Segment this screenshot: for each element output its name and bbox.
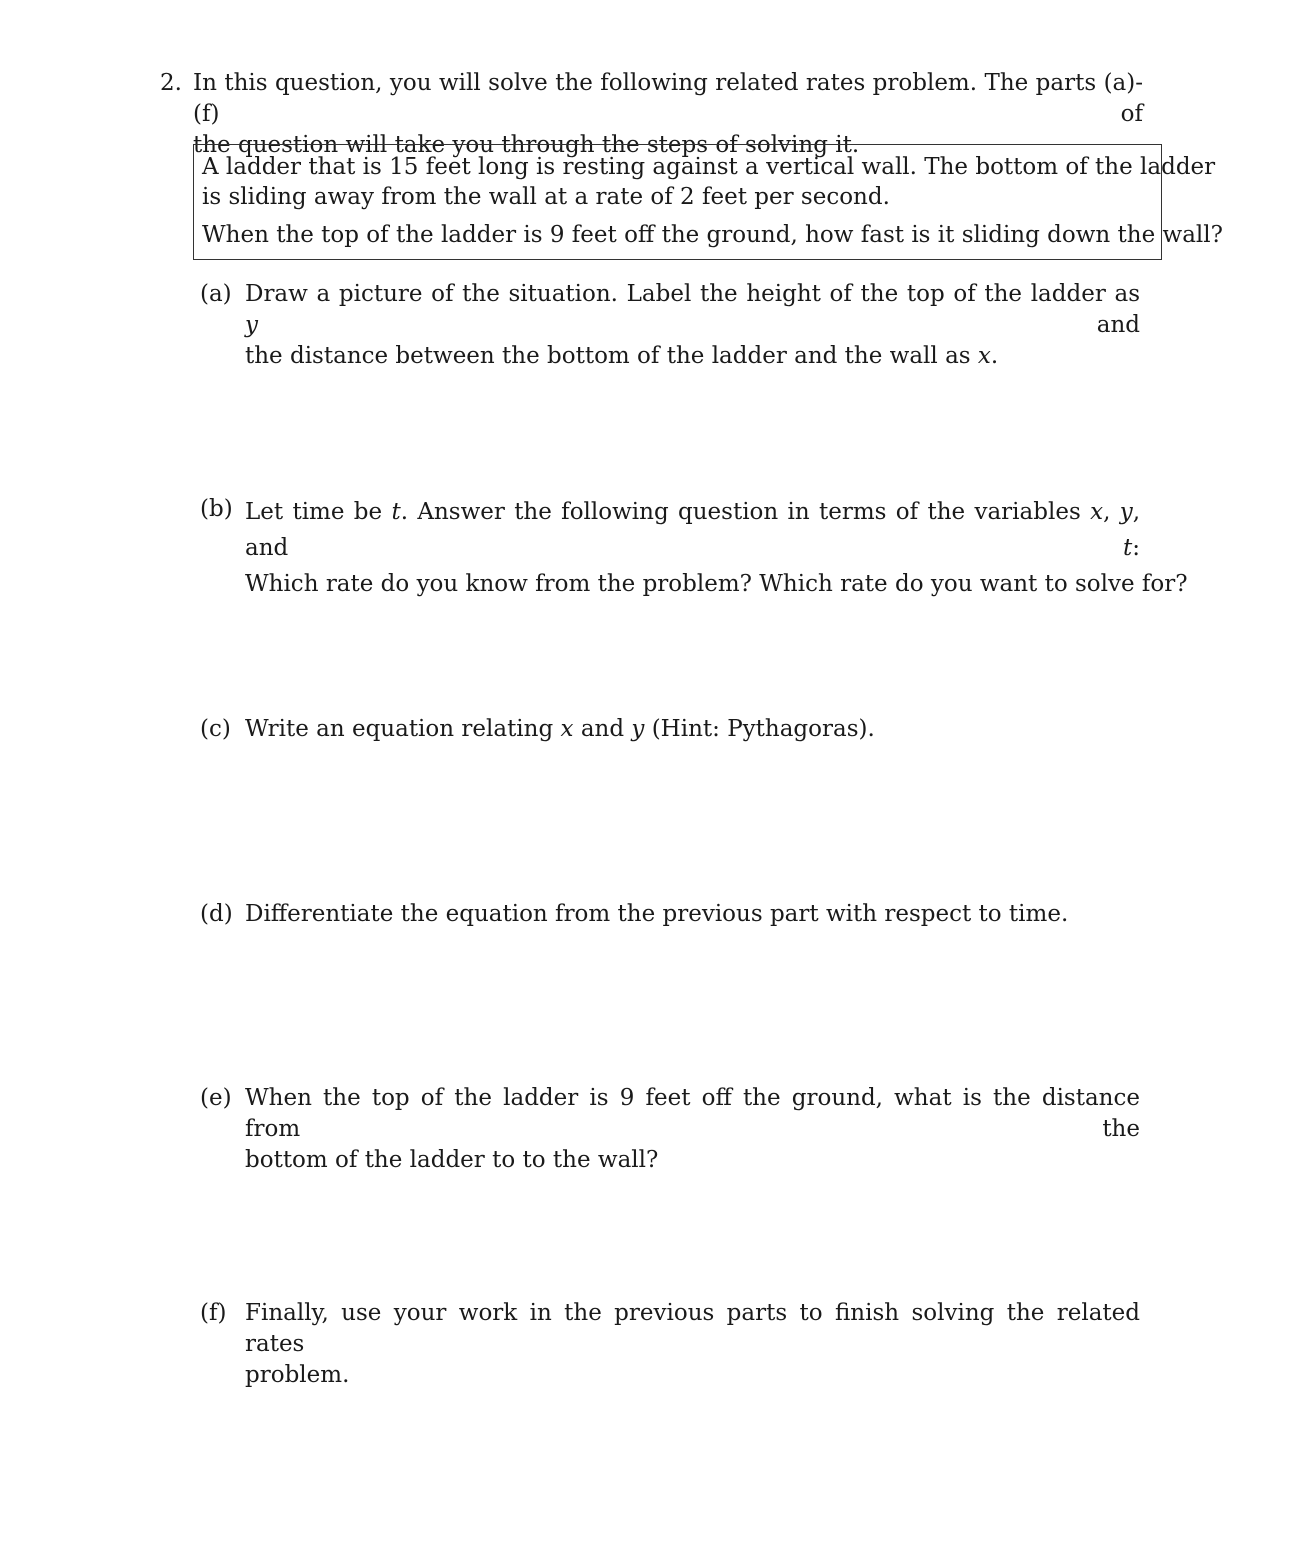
- part-a-line-1: [245, 279, 1140, 341]
- part-a-line-2-post: .: [990, 343, 999, 369]
- part-c-pre: Write an equation relating: [245, 716, 554, 742]
- part-c-label: (c): [200, 716, 231, 742]
- part-f-label: (f): [200, 1300, 227, 1326]
- part-e-line-2: bottom of the ladder to to the wall?: [245, 1147, 659, 1173]
- part-f-line-2: problem.: [245, 1362, 350, 1388]
- problem-box: [193, 144, 1223, 260]
- part-a-line-2: [245, 341, 1140, 372]
- part-d-text: [245, 899, 1140, 930]
- part-f-line-1: Finally, use your work in the previous parts to finish solving the related rates: [245, 1300, 1140, 1357]
- question-intro-line-2: the question will take you through the steps of solving it.: [193, 132, 860, 158]
- part-d-label: (d): [200, 901, 233, 927]
- part-d-line-1: Differentiate the equation from the previous part with respect to time.: [245, 901, 1069, 927]
- part-e-line-1: When the top of the ladder is 9 feet off the ground, what is the distance from the: [245, 1085, 1140, 1142]
- part-a-line-1-post: and: [1096, 312, 1140, 338]
- part-e-label: (e): [200, 1085, 232, 1111]
- part-c-post: (Hint: Pythagoras).: [651, 716, 875, 742]
- part-c-line-1: [245, 714, 1140, 745]
- part-b-text: [245, 494, 1188, 602]
- part-e-text: [245, 1083, 1140, 1176]
- part-b-sep-2: , and: [245, 499, 1141, 561]
- part-b-line-1: [245, 494, 1140, 566]
- part-b-label: (b): [200, 496, 233, 522]
- variable-t: t: [391, 499, 401, 525]
- part-b-line-2: Which rate do you know from the problem? Which rate do you want to solve for?: [245, 571, 1188, 597]
- part-a-text: [245, 279, 1140, 372]
- part-b-line-1-c: :: [1132, 535, 1140, 561]
- part-f-text: [245, 1298, 1140, 1391]
- variable-y: y: [245, 312, 258, 338]
- part-a-line-2-pre: the distance between the bottom of the ladder and the wall as: [245, 343, 971, 369]
- variable-x: x: [560, 716, 574, 742]
- problem-line-3: When the top of the ladder is 9 feet off the ground, how fast is it sliding down the wall?: [202, 222, 1223, 248]
- question-number: 2.: [160, 70, 182, 96]
- variable-t-2: t: [1123, 535, 1133, 561]
- part-c-text: [245, 714, 1140, 745]
- part-c-mid: and: [580, 716, 625, 742]
- part-a-line-1-pre: Draw a picture of the situation. Label the height of the top of the ladder as: [245, 281, 1140, 307]
- question-intro-line-1: In this question, you will solve the following related rates problem. The parts (a)-(f) of: [193, 70, 1143, 127]
- variable-y: y: [1119, 499, 1133, 525]
- problem-line-2: is sliding away from the wall at a rate of 2 feet per second.: [202, 184, 890, 210]
- variable-x: x: [977, 343, 991, 369]
- variable-y: y: [631, 716, 645, 742]
- part-b-line-1-a: Let time be: [245, 499, 383, 525]
- variable-x: x: [1090, 499, 1104, 525]
- part-b-sep-1: ,: [1103, 499, 1111, 525]
- part-a-label: (a): [200, 281, 232, 307]
- part-b-line-1-b: . Answer the following question in terms of the variables: [400, 499, 1081, 525]
- problem-line-1: A ladder that is 15 feet long is resting against a vertical wall. The bottom of the ladder: [202, 154, 1216, 180]
